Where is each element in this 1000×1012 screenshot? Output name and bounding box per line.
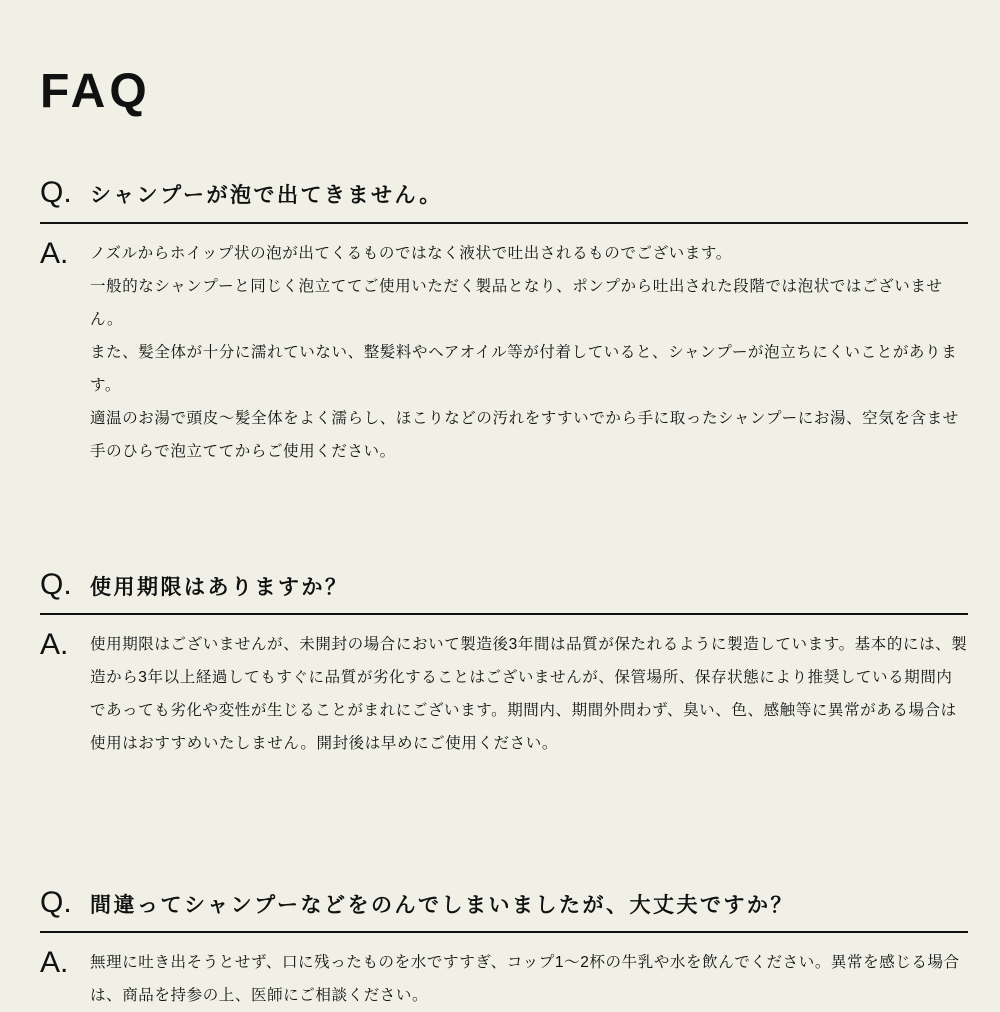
answer-row (40, 628, 968, 760)
answer-row (40, 946, 968, 1012)
answer-label: A. (40, 946, 69, 980)
answer-text (90, 237, 968, 468)
faq-item-2 (40, 567, 968, 760)
faq-item-1 (40, 178, 968, 467)
answer-line: ノズルからホイップ状の泡が出てくるものではなく液状で吐出されるものでございます。 (90, 244, 732, 262)
divider (40, 613, 968, 615)
answer-line: 一般的なシャンプーと同じく泡立ててご使用いただく製品となり、ポンプから吐出された段階では泡状ではございません。 (90, 277, 943, 328)
question-row (40, 178, 968, 210)
question-row (40, 567, 968, 602)
question-text: 間違ってシャンプーなどをのんでしまいましたが、大丈夫ですか？ (90, 893, 794, 917)
answer-text (90, 946, 968, 1012)
answer-label: A. (40, 236, 69, 270)
question-row (40, 885, 968, 920)
question-label: Q. (40, 176, 72, 210)
answer-text (90, 628, 968, 760)
answer-label: A. (40, 627, 69, 661)
answer-row (40, 237, 968, 468)
faq-item-3 (40, 885, 968, 1012)
divider (40, 931, 968, 933)
question-text: シャンプーが泡で出てきません。 (90, 184, 443, 208)
answer-line: 適温のお湯で頭皮～髪全体をよく濡らし、ほこりなどの汚れをすすいでから手に取ったシャンプーにお湯、空気を含ませ手のひらで泡立ててからご使用ください。 (90, 409, 959, 460)
answer-line: また、髪全体が十分に濡れていない、整髪料やヘアオイル等が付着していると、シャンプーが泡立ちにくいことがあります。 (90, 343, 958, 394)
page-title: FAQ (40, 65, 151, 119)
divider (40, 222, 968, 224)
answer-line: 無理に吐き出そうとせず、口に残ったものを水ですすぎ、コップ1～2杯の牛乳や水を飲んでください。異常を感じる場合は、商品を持参の上、医師にご相談ください。 (90, 954, 960, 1005)
answer-line: 使用期限はございませんが、未開封の場合において製造後3年間は品質が保たれるように製造しています。基本的には、製造から3年以上経過してもすぐに品質が劣化することはございませんが、保管場所、保存状態により推奨している期間内であっても劣化や変性が生じることがまれにございます。期間内、期間外問わず、臭い、色、感触等に異常がある場合は使用はおすすめいたしません。開封後は早めにご使用ください。 (90, 635, 968, 752)
question-label: Q. (40, 885, 72, 919)
question-label: Q. (40, 567, 72, 601)
question-text: 使用期限はありますか？ (90, 575, 349, 599)
